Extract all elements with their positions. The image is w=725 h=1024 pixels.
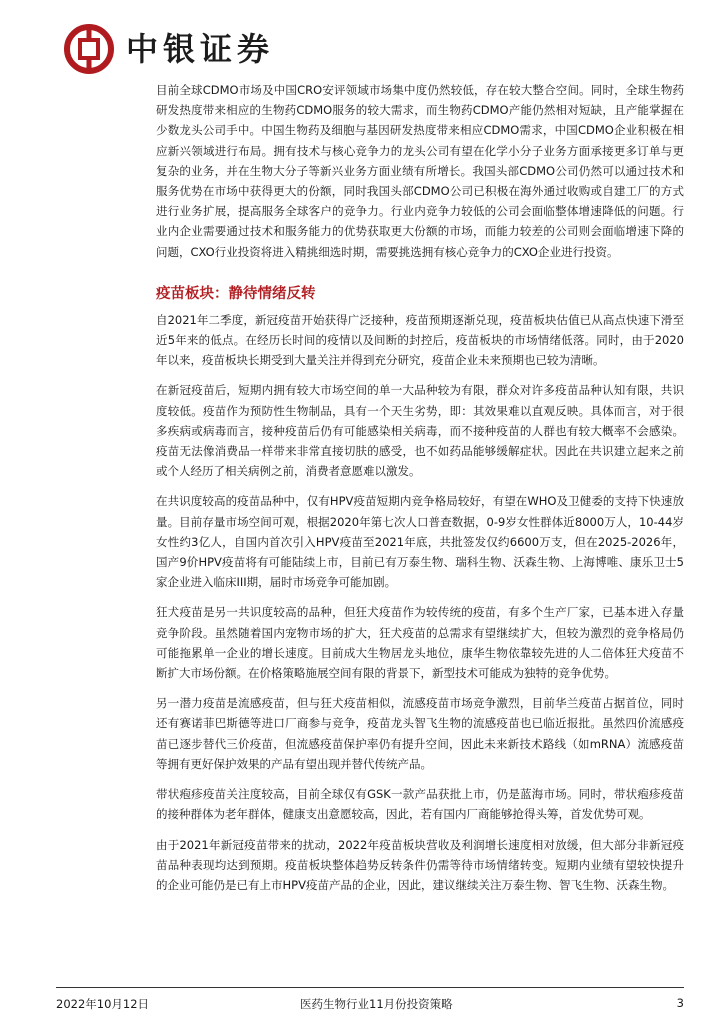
page-number: 3 <box>676 996 684 1010</box>
footer-date: 2022年10月12日 <box>56 997 150 1011</box>
article-body <box>156 80 684 905</box>
page-header <box>0 0 725 76</box>
paragraph: 在新冠疫苗后，短期内拥有较大市场空间的单一大品种较为有限，群众对许多疫苗品种认知有限，共识度较低。疫苗作为预防性生物制品，具有一个天生劣势，即：其效果难以直观反映。具体而言，对于很多疾病或病毒而言，接种疫苗后仍有可能感染相关病毒，而不接种疫苗的人群也有较大概率不会感染。疫苗无法像消费品一样带来非常直接切肤的感受，也不如药品能够缓解症状。因此在共识建立起来之前或个人经历了相关病例之前，消费者意愿难以激发。 <box>156 383 684 479</box>
paragraph: 由于2021年新冠疫苗带来的扰动，2022年疫苗板块营收及利润增长速度相对放缓，但大部分非新冠疫苗品种表现均达到预期。疫苗板块整体趋势反转条件仍需等待市场情绪转变。短期内业绩有望较快提升的企业可能仍是已有上市HPV疫苗产品的企业，因此，建议继续关注万泰生物、智飞生物、沃森生物。 <box>156 837 684 892</box>
paragraph: 自2021年二季度，新冠疫苗开始获得广泛接种，疫苗预期逐渐兑现，疫苗板块估值已从高点快速下滑至近5年来的低点。在经历长时间的疫情以及间断的封控后，疫苗板块的市场情绪低落。同时，由于2020年以来，疫苗板块长期受到大量关注并得到充分研究，疫苗企业未来预期也已较为清晰。 <box>156 312 684 368</box>
boc-logo-icon <box>64 24 114 74</box>
paragraph: 另一潜力疫苗是流感疫苗，但与狂犬疫苗相似，流感疫苗市场竞争激烈，目前华兰疫苗占据首位，同时还有赛诺菲巴斯德等进口厂商参与竞争，疫苗龙头智飞生物的流感疫苗也已临近报批。虽然四价流感疫苗已逐步替代三价疫苗，但流感疫苗保护率仍有提升空间，因此未来新技术路线（如mRNA）流感疫苗等拥有更好保护效果的产品有望出现并替代传统产品。 <box>156 696 684 771</box>
paragraph: 狂犬疫苗是另一共识度较高的品种，但狂犬疫苗作为较传统的疫苗，有多个生产厂家，已基本进入存量竞争阶段。虽然随着国内宠物市场的扩大，狂犬疫苗的总需求有望继续扩大，但较为激烈的竞争格局仍可能拖累单一企业的增长速度。目前成大生物居龙头地位，康华生物依靠较先进的人二倍体狂犬疫苗不断扩大市场份额。在价格策略施展空间有限的背景下，新型技术可能成为独特的竞争优势。 <box>156 605 684 681</box>
brand-name: 中银证券 <box>126 30 275 68</box>
paragraph-cdmo: 目前全球CDMO市场及中国CRO安评领域市场集中度仍然较低，存在较大整合空间。同时，全球生物药研发热度带来相应的生物药CDMO服务的较大需求，而生物药CDMO产能仍然相对短缺，且产能掌握在少数龙头公司手中。中国生物药及细胞与基因研发热度带来相应CDMO需求，中国CDMO企业积极在相应新兴领域进行布局。拥有技术与核心竞争力的龙头公司有望在化学小分子业务方面承接更多订单与更复杂的业务，并在生物大分子等新兴业务方面业绩有所增长。我国头部CDMO公司仍然可以通过技术和服务优势在市场中获得更大的份额，同时我国头部CDMO公司已积极在海外通过收购或自建工厂的方式进行业务扩展，提高服务全球客户的竞争力。行业内竞争力较低的公司会面临整体增速降低的问题。行业内企业需要通过技术和服务能力的优势获取更大份额的市场，而能力较差的公司则会面临增速下降的问题，CXO行业投资将进入精挑细选时期，需要挑选拥有核心竞争力的CXO企业进行投资。 <box>156 83 684 259</box>
section-title-vaccine: 疫苗板块：静待情绪反转 <box>156 285 316 302</box>
footer-report-title: 医药生物行业11月份投资策略 <box>300 997 453 1011</box>
paragraph: 在共识度较高的疫苗品种中，仅有HPV疫苗短期内竞争格局较好，有望在WHO及卫健委的支持下快速放量。目前存量市场空间可观，根据2020年第七次人口普查数据，0-9岁女性群体近8000万人，10-44岁女性约3亿人，自国内首次引入HPV疫苗至2021年底，共批签发仅约6600万支，但在2025-2026年，国产9价HPV疫苗将有可能陆续上市，目前已有万泰生物、瑞科生物、沃森生物、上海博唯、康乐卫士5家企业进入临床III期，届时市场竞争可能加剧。 <box>156 494 684 590</box>
page-footer <box>56 987 684 1018</box>
paragraph: 带状疱疹疫苗关注度较高，目前全球仅有GSK一款产品获批上市，仍是蓝海市场。同时，带状疱疹疫苗的接种群体为老年群体，健康支出意愿较高，因此，若有国内厂商能够抢得头筹，首发优势可观。 <box>156 787 684 822</box>
